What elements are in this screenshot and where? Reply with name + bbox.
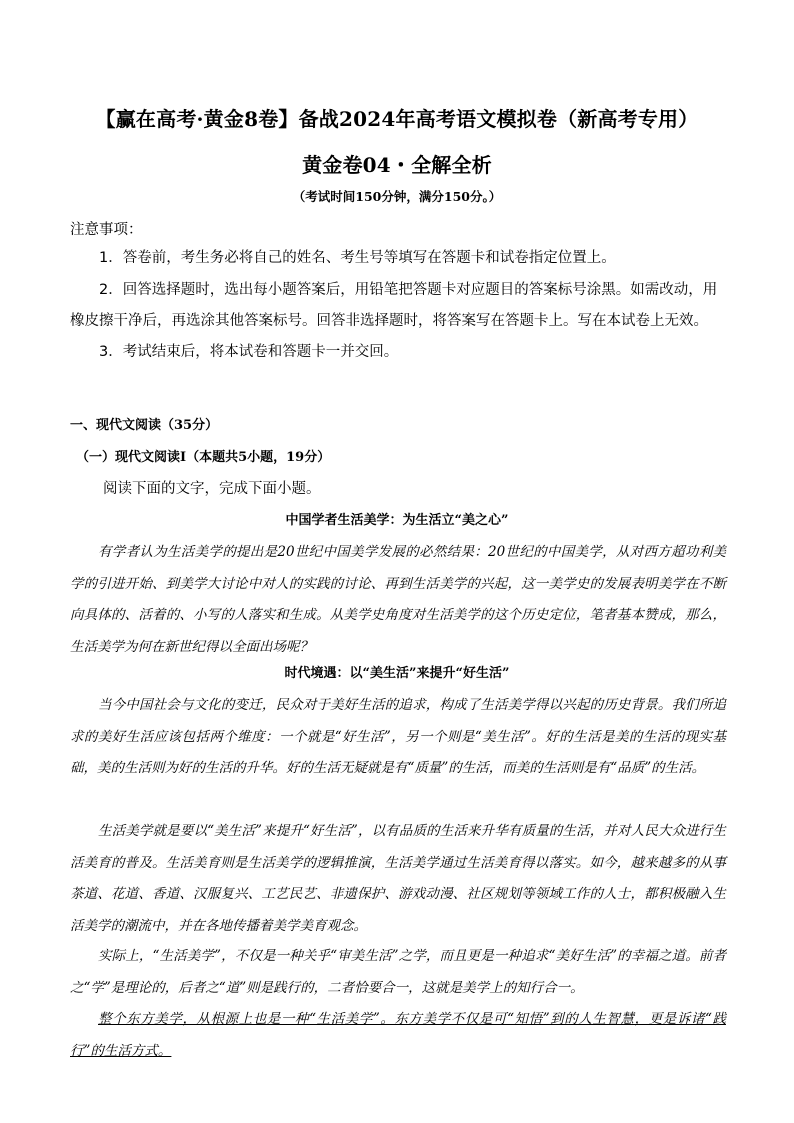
notice-item-1: 1．答卷前，考生务必将自己的姓名、考生号等填写在答题卡和试卷指定位置上。 xyxy=(99,250,616,266)
article-section-title: 时代境遇：以“美生活”来提升“好生活” xyxy=(284,666,510,681)
section-sub-heading: （一）现代文阅读Ⅰ（本题共5小题，19分） xyxy=(76,450,331,465)
article-paragraph-2: 当今中国社会与文化的变迁，民众对于美好生活的追求，构成了生活美学得以兴起的历史背景。我们所追求的美好生活应该包括两个维度：一个就是“好生活”，另一个则是“美生活”。好的生活是美的生活的现实基础，美的生活则为好的生活的升华。好的生活无疑就是有“质量”的生活，而美的生活则是有“品质”的生活。 xyxy=(70,697,726,776)
notice-item-3: 3．考试结束后，将本试卷和答题卡一并交回。 xyxy=(99,344,399,360)
article-title: 中国学者生活美学：为生活立“美之心” xyxy=(285,513,509,528)
article-paragraph-4: 实际上，“生活美学”，不仅是一种关乎“审美生活”之学，而且更是一种追求“美好生活”的幸福之道。前者之“学”是理论的，后者之“道”则是践行的，二者恰要合一，这就是美学上的知行合一。 xyxy=(70,948,726,996)
exam-time-note: （考试时间150分钟，满分150分。） xyxy=(292,189,502,204)
article-paragraph-1: 有学者认为生活美学的提出是20世纪中国美学发展的必然结果：20世纪的中国美学，从对西方超功利美学的引进开始、到美学大讨论中对人的实践的讨论、再到生活美学的兴起，这一美学史的发展表明美学在不断向具体的、活着的、小写的人落实和生成。从美学史角度对生活美学的这个历史定位，笔者基本赞成，那么，生活美学为何在新世纪得以全面出场呢？ xyxy=(70,544,726,655)
exam-subtitle-title: 黄金卷04・全解全析 xyxy=(302,153,492,177)
reading-instruction: 阅读下面的文字，完成下面小题。 xyxy=(103,481,321,497)
exam-title: 【赢在高考·黄金8卷】备战2024年高考语文模拟卷（新高考专用） xyxy=(95,107,699,131)
notice-label: 注意事项： xyxy=(70,222,143,238)
section-heading: 一、现代文阅读（35分） xyxy=(70,418,219,433)
article-paragraph-5-underlined: 整个东方美学，从根源上也是一种“生活美学”。东方美学不仅是可“知悟”到的人生智慧，更是诉诸“践行”的生活方式。 xyxy=(70,1011,726,1059)
article-paragraph-3: 生活美学就是要以“美生活”来提升“好生活”，以有品质的生活来升华有质量的生活，并对人民大众进行生活美育的普及。生活美育则是生活美学的逻辑推演，生活美学通过生活美育得以落实。如今，越来越多的从事茶道、花道、香道、汉服复兴、工艺民艺、非遗保护、游戏动漫、社区规划等领域工作的人士，都积极融入生活美学的潮流中，并在各地传播着美学美育观念。 xyxy=(70,823,726,934)
notice-item-2: 2．回答选择题时，选出每小题答案后，用铅笔把答题卡对应题目的答案标号涂黑。如需改动，用橡皮擦干净后，再选涂其他答案标号。回答非选择题时，将答案写在答题卡上。写在本试卷上无效。 xyxy=(70,282,718,329)
